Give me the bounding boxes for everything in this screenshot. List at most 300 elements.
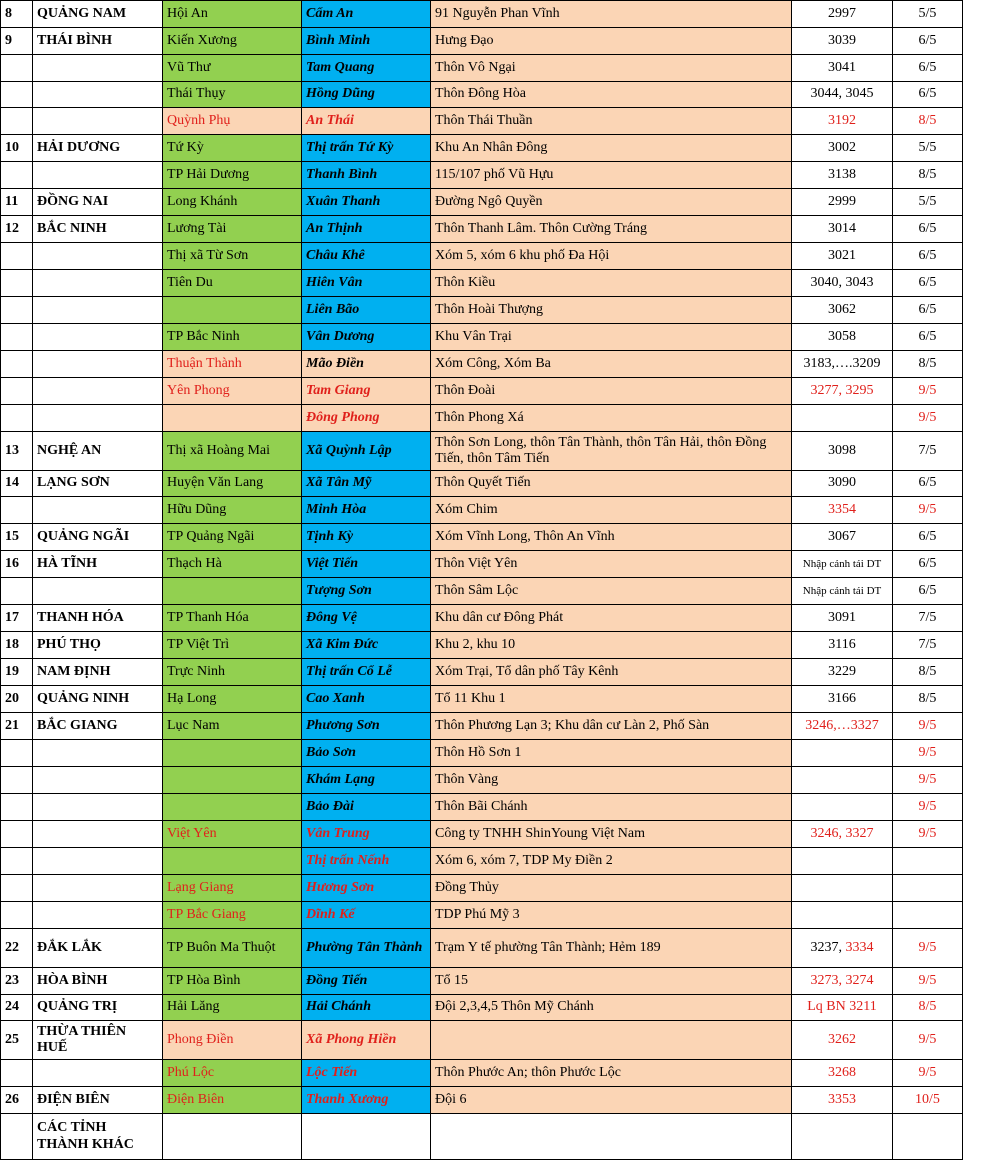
district-cell: TP Quảng Ngãi: [163, 524, 302, 551]
cases-part: 3237,: [810, 939, 846, 955]
table-row: [1, 108, 963, 135]
district-cell: Lương Tài: [163, 216, 302, 243]
commune-cell: Đông Phong: [302, 405, 431, 432]
commune-cell: Hải Chánh: [302, 995, 431, 1021]
stt-cell: 16: [1, 551, 33, 578]
stt-cell: 20: [1, 686, 33, 713]
date-cell: [893, 875, 963, 902]
place-cell: Thôn Sâm Lộc: [431, 578, 792, 605]
date-cell: 6/5: [893, 28, 963, 55]
place-cell: Thôn Việt Yên: [431, 551, 792, 578]
province-cell: [33, 740, 163, 767]
cases-cell: [792, 740, 893, 767]
province-cell: QUẢNG NINH: [33, 686, 163, 713]
province-cell: [33, 378, 163, 405]
district-cell: TP Hòa Bình: [163, 968, 302, 995]
table-row: [1, 471, 963, 497]
cases-cell: 3229: [792, 659, 893, 686]
district-cell: TP Hải Dương: [163, 162, 302, 189]
district-cell: Việt Yên: [163, 821, 302, 848]
commune-cell: Minh Hòa: [302, 497, 431, 524]
commune-cell: Thanh Xương: [302, 1087, 431, 1114]
place-cell: Xóm Chim: [431, 497, 792, 524]
province-cell: [33, 324, 163, 351]
district-cell: TP Bắc Giang: [163, 902, 302, 929]
stt-cell: 21: [1, 713, 33, 740]
date-cell: [893, 848, 963, 875]
date-cell: 6/5: [893, 578, 963, 605]
table-row: [1, 821, 963, 848]
stt-cell: [1, 82, 33, 108]
stt-cell: 14: [1, 471, 33, 497]
place-cell: Xóm 5, xóm 6 khu phố Đa Hội: [431, 243, 792, 270]
cases-cell: 3002: [792, 135, 893, 162]
province-cell: [33, 497, 163, 524]
cases-cell: 3262: [792, 1021, 893, 1060]
cases-cell: [792, 848, 893, 875]
cases-cell: 3268: [792, 1060, 893, 1087]
place-cell: Khu dân cư Đông Phát: [431, 605, 792, 632]
province-cell: [33, 902, 163, 929]
commune-cell: Phường Tân Thành: [302, 929, 431, 968]
place-cell: Công ty TNHH ShinYoung Việt Nam: [431, 821, 792, 848]
cases-part-new: 3334: [845, 939, 874, 955]
table-row: [1, 216, 963, 243]
date-cell: 9/5: [893, 1021, 963, 1060]
district-cell: [163, 740, 302, 767]
table-row: [1, 686, 963, 713]
stt-cell: [1, 578, 33, 605]
district-cell: Điện Biên: [163, 1087, 302, 1114]
cases-cell: 2997: [792, 1, 893, 28]
province-cell: [33, 848, 163, 875]
date-cell: 8/5: [893, 108, 963, 135]
date-cell: 7/5: [893, 605, 963, 632]
table-row: [1, 1060, 963, 1087]
district-cell: Kiến Xương: [163, 28, 302, 55]
date-cell: 6/5: [893, 82, 963, 108]
commune-cell: Cao Xanh: [302, 686, 431, 713]
stt-cell: [1, 270, 33, 297]
stt-cell: [1, 297, 33, 324]
place-cell: Đường Ngô Quyền: [431, 189, 792, 216]
stt-cell: 12: [1, 216, 33, 243]
province-cell: [33, 578, 163, 605]
commune-cell: Xã Kim Đức: [302, 632, 431, 659]
commune-cell: Khám Lạng: [302, 767, 431, 794]
province-cell: BẮC GIANG: [33, 713, 163, 740]
cases-cell: [792, 1114, 893, 1160]
table-row: [1, 551, 963, 578]
stt-cell: 24: [1, 995, 33, 1021]
district-cell: Hải Lăng: [163, 995, 302, 1021]
province-cell: HÀ TĨNH: [33, 551, 163, 578]
province-cell: THỪA THIÊN HUẾ: [33, 1021, 163, 1060]
table-row: [1, 1087, 963, 1114]
table-row: [1, 605, 963, 632]
district-cell: Tiên Du: [163, 270, 302, 297]
district-cell: [163, 297, 302, 324]
district-cell: TP Việt Trì: [163, 632, 302, 659]
cases-cell: 3098: [792, 432, 893, 471]
province-cell: [33, 82, 163, 108]
place-cell: Thôn Quyết Tiến: [431, 471, 792, 497]
place-cell: Thôn Vàng: [431, 767, 792, 794]
commune-cell: Vân Dương: [302, 324, 431, 351]
commune-cell: Tam Giang: [302, 378, 431, 405]
date-cell: 9/5: [893, 378, 963, 405]
stt-cell: 8: [1, 1, 33, 28]
commune-cell: Bảo Đài: [302, 794, 431, 821]
cases-cell: 3014: [792, 216, 893, 243]
stt-cell: [1, 821, 33, 848]
place-cell: Đội 2,3,4,5 Thôn Mỹ Chánh: [431, 995, 792, 1021]
stt-cell: 15: [1, 524, 33, 551]
table-row: [1, 968, 963, 995]
province-cell: HẢI DƯƠNG: [33, 135, 163, 162]
commune-cell: Thị trấn Cổ Lễ: [302, 659, 431, 686]
date-cell: 6/5: [893, 270, 963, 297]
table-row: [1, 135, 963, 162]
place-cell: Thôn Kiều: [431, 270, 792, 297]
date-cell: 9/5: [893, 740, 963, 767]
table-row: [1, 162, 963, 189]
commune-cell: Đồng Tiến: [302, 968, 431, 995]
district-cell: Lạng Giang: [163, 875, 302, 902]
cases-cell: 3277, 3295: [792, 378, 893, 405]
date-cell: 6/5: [893, 324, 963, 351]
commune-cell: Dĩnh Kế: [302, 902, 431, 929]
place-cell: Đội 6: [431, 1087, 792, 1114]
table-row: [1, 632, 963, 659]
date-cell: 9/5: [893, 405, 963, 432]
date-cell: 8/5: [893, 162, 963, 189]
district-cell: Tứ Kỳ: [163, 135, 302, 162]
stt-cell: [1, 108, 33, 135]
place-cell: Thôn Phước An; thôn Phước Lộc: [431, 1060, 792, 1087]
cases-cell: 3090: [792, 471, 893, 497]
cases-cell: 3040, 3043: [792, 270, 893, 297]
place-cell: 115/107 phố Vũ Hựu: [431, 162, 792, 189]
district-cell: Long Khánh: [163, 189, 302, 216]
cases-cell: 3138: [792, 162, 893, 189]
province-cell: PHÚ THỌ: [33, 632, 163, 659]
cases-cell: 3353: [792, 1087, 893, 1114]
place-cell: Khu 2, khu 10: [431, 632, 792, 659]
province-cell: [33, 270, 163, 297]
table-row: [1, 324, 963, 351]
province-cell: [33, 351, 163, 378]
cases-cell: 3183,….3209: [792, 351, 893, 378]
commune-cell: Vân Trung: [302, 821, 431, 848]
place-cell: Thôn Hoài Thượng: [431, 297, 792, 324]
table-row: [1, 902, 963, 929]
district-cell: [163, 405, 302, 432]
district-cell: Quỳnh Phụ: [163, 108, 302, 135]
date-cell: 8/5: [893, 995, 963, 1021]
date-cell: 6/5: [893, 524, 963, 551]
cases-cell: Nhập cảnh tái DT: [792, 578, 893, 605]
commune-cell: Châu Khê: [302, 243, 431, 270]
commune-cell: Lộc Tiến: [302, 1060, 431, 1087]
table-row: [1, 55, 963, 82]
place-cell: Khu Vân Trại: [431, 324, 792, 351]
cases-cell: [792, 929, 893, 968]
stt-cell: 17: [1, 605, 33, 632]
stt-cell: 19: [1, 659, 33, 686]
date-cell: 6/5: [893, 55, 963, 82]
table-row: [1, 578, 963, 605]
stt-cell: [1, 902, 33, 929]
stt-cell: [1, 351, 33, 378]
table-row: [1, 1, 963, 28]
date-cell: 6/5: [893, 216, 963, 243]
table-row: [1, 1114, 963, 1160]
district-cell: Hạ Long: [163, 686, 302, 713]
province-cell: THÁI BÌNH: [33, 28, 163, 55]
province-cell: THANH HÓA: [33, 605, 163, 632]
province-cell: [33, 297, 163, 324]
place-cell: Thôn Bãi Chánh: [431, 794, 792, 821]
table-row: [1, 28, 963, 55]
cases-cell: 3246, 3327: [792, 821, 893, 848]
place-cell: Thôn Sơn Long, thôn Tân Thành, thôn Tân Hải, thôn Đồng Tiến, thôn Tâm Tiến: [431, 432, 792, 471]
district-cell: Huyện Văn Lang: [163, 471, 302, 497]
province-cell: NAM ĐỊNH: [33, 659, 163, 686]
table-row: [1, 875, 963, 902]
table-row: [1, 848, 963, 875]
cases-cell: 3021: [792, 243, 893, 270]
commune-cell: Liên Bão: [302, 297, 431, 324]
stt-cell: [1, 497, 33, 524]
table-row: [1, 82, 963, 108]
place-cell: Thôn Vô Ngại: [431, 55, 792, 82]
table-row: [1, 270, 963, 297]
date-cell: 9/5: [893, 794, 963, 821]
cases-cell: 3116: [792, 632, 893, 659]
place-cell: Xóm 6, xóm 7, TDP My Điền 2: [431, 848, 792, 875]
table-row: [1, 297, 963, 324]
province-cell: [33, 55, 163, 82]
cases-cell: 2999: [792, 189, 893, 216]
province-cell: [33, 794, 163, 821]
province-cell: HÒA BÌNH: [33, 968, 163, 995]
place-cell: Xóm Vĩnh Long, Thôn An Vĩnh: [431, 524, 792, 551]
district-cell: TP Buôn Ma Thuột: [163, 929, 302, 968]
commune-cell: Xã Quỳnh Lập: [302, 432, 431, 471]
place-cell: Trạm Y tế phường Tân Thành; Hẻm 189: [431, 929, 792, 968]
place-cell: Thôn Thanh Lâm. Thôn Cường Tráng: [431, 216, 792, 243]
cases-cell: 3246,…3327: [792, 713, 893, 740]
province-cell: QUẢNG NAM: [33, 1, 163, 28]
commune-cell: [302, 1114, 431, 1160]
commune-cell: Bảo Sơn: [302, 740, 431, 767]
district-cell: [163, 794, 302, 821]
province-cell: ĐẮK LẮK: [33, 929, 163, 968]
cases-cell: 3067: [792, 524, 893, 551]
stt-cell: 22: [1, 929, 33, 968]
stt-cell: 11: [1, 189, 33, 216]
commune-cell: Thanh Bình: [302, 162, 431, 189]
commune-cell: Tịnh Kỳ: [302, 524, 431, 551]
cases-cell: [792, 405, 893, 432]
date-cell: 8/5: [893, 659, 963, 686]
cases-cell: 3044, 3045: [792, 82, 893, 108]
cases-cell: 3091: [792, 605, 893, 632]
stt-cell: 10: [1, 135, 33, 162]
commune-cell: Hiên Vân: [302, 270, 431, 297]
cases-cell: 3166: [792, 686, 893, 713]
cases-cell: 3041: [792, 55, 893, 82]
province-cell: [33, 1060, 163, 1087]
cases-cell: [792, 875, 893, 902]
date-cell: 6/5: [893, 471, 963, 497]
place-cell: Xóm Công, Xóm Ba: [431, 351, 792, 378]
province-cell: [33, 243, 163, 270]
date-cell: 9/5: [893, 1060, 963, 1087]
place-cell: Thôn Đoài: [431, 378, 792, 405]
stt-cell: 25: [1, 1021, 33, 1060]
stt-cell: 9: [1, 28, 33, 55]
table-row: [1, 189, 963, 216]
place-cell: Tổ 15: [431, 968, 792, 995]
district-cell: Thái Thụy: [163, 82, 302, 108]
province-cell: LẠNG SƠN: [33, 471, 163, 497]
province-cell: [33, 162, 163, 189]
date-cell: 8/5: [893, 351, 963, 378]
place-cell: Đồng Thủy: [431, 875, 792, 902]
commune-cell: An Thái: [302, 108, 431, 135]
province-cell: [33, 405, 163, 432]
stt-cell: [1, 1114, 33, 1160]
date-cell: 9/5: [893, 821, 963, 848]
stt-cell: [1, 243, 33, 270]
date-cell: 6/5: [893, 297, 963, 324]
cases-cell: 3039: [792, 28, 893, 55]
place-cell: Thôn Phương Lạn 3; Khu dân cư Làn 2, Phố Sàn: [431, 713, 792, 740]
commune-cell: Mão Điền: [302, 351, 431, 378]
table-row: [1, 740, 963, 767]
district-cell: Vũ Thư: [163, 55, 302, 82]
place-cell: Khu An Nhân Đông: [431, 135, 792, 162]
cases-cell: 3273, 3274: [792, 968, 893, 995]
commune-cell: Đông Vệ: [302, 605, 431, 632]
commune-cell: An Thịnh: [302, 216, 431, 243]
place-cell: TDP Phú Mỹ 3: [431, 902, 792, 929]
commune-cell: Tam Quang: [302, 55, 431, 82]
table-row: [1, 794, 963, 821]
district-cell: Thạch Hà: [163, 551, 302, 578]
cases-cell: 3354: [792, 497, 893, 524]
table-row: [1, 432, 963, 471]
date-cell: 7/5: [893, 632, 963, 659]
stt-cell: [1, 162, 33, 189]
table-row: [1, 524, 963, 551]
district-cell: Thị xã Từ Sơn: [163, 243, 302, 270]
province-cell: BẮC NINH: [33, 216, 163, 243]
stt-cell: [1, 378, 33, 405]
date-cell: 9/5: [893, 767, 963, 794]
province-cell: NGHỆ AN: [33, 432, 163, 471]
commune-cell: Bình Minh: [302, 28, 431, 55]
place-cell: Thôn Hồ Sơn 1: [431, 740, 792, 767]
district-cell: Thị xã Hoàng Mai: [163, 432, 302, 471]
stt-cell: [1, 848, 33, 875]
province-cell: ĐIỆN BIÊN: [33, 1087, 163, 1114]
commune-cell: Tượng Sơn: [302, 578, 431, 605]
date-cell: 9/5: [893, 929, 963, 968]
date-cell: [893, 902, 963, 929]
table-row: [1, 405, 963, 432]
date-cell: 5/5: [893, 1, 963, 28]
cases-cell: 3192: [792, 108, 893, 135]
commune-cell: Cẩm An: [302, 1, 431, 28]
province-cell: QUẢNG NGÃI: [33, 524, 163, 551]
table-row: [1, 1021, 963, 1060]
district-cell: TP Bắc Ninh: [163, 324, 302, 351]
stt-cell: [1, 405, 33, 432]
table-row: [1, 378, 963, 405]
district-cell: Phong Điền: [163, 1021, 302, 1060]
stt-cell: 18: [1, 632, 33, 659]
date-cell: 9/5: [893, 713, 963, 740]
province-cell: [33, 108, 163, 135]
place-cell: Xóm Trại, Tổ dân phố Tây Kênh: [431, 659, 792, 686]
date-cell: 9/5: [893, 497, 963, 524]
province-cell: QUẢNG TRỊ: [33, 995, 163, 1021]
commune-cell: Thị trấn Nếnh: [302, 848, 431, 875]
place-cell: 91 Nguyễn Phan Vĩnh: [431, 1, 792, 28]
date-cell: 8/5: [893, 686, 963, 713]
place-cell: Thôn Thái Thuần: [431, 108, 792, 135]
cases-cell: Nhập cảnh tái DT: [792, 551, 893, 578]
table-row: [1, 713, 963, 740]
date-cell: 5/5: [893, 135, 963, 162]
table-row: [1, 243, 963, 270]
district-cell: [163, 848, 302, 875]
commune-cell: Xuân Thanh: [302, 189, 431, 216]
stt-cell: 13: [1, 432, 33, 471]
date-cell: 6/5: [893, 551, 963, 578]
table-row: [1, 659, 963, 686]
province-cell: ĐỒNG NAI: [33, 189, 163, 216]
date-cell: 7/5: [893, 432, 963, 471]
district-cell: Hội An: [163, 1, 302, 28]
province-cell: [33, 821, 163, 848]
stt-cell: [1, 767, 33, 794]
province-cell: [33, 767, 163, 794]
date-cell: [893, 1114, 963, 1160]
stt-cell: [1, 740, 33, 767]
stt-cell: [1, 1060, 33, 1087]
table-row: [1, 929, 963, 968]
district-cell: TP Thanh Hóa: [163, 605, 302, 632]
stt-cell: [1, 794, 33, 821]
date-cell: 5/5: [893, 189, 963, 216]
place-cell: Tổ 11 Khu 1: [431, 686, 792, 713]
stt-cell: 26: [1, 1087, 33, 1114]
commune-cell: Hương Sơn: [302, 875, 431, 902]
district-cell: Trực Ninh: [163, 659, 302, 686]
table-row: [1, 351, 963, 378]
province-cell: CÁC TỈNH THÀNH KHÁC: [33, 1114, 163, 1160]
table-row: [1, 497, 963, 524]
table-row: [1, 995, 963, 1021]
place-cell: Thôn Đông Hòa: [431, 82, 792, 108]
stt-cell: 23: [1, 968, 33, 995]
place-cell: Hưng Đạo: [431, 28, 792, 55]
commune-cell: Xã Tân Mỹ: [302, 471, 431, 497]
